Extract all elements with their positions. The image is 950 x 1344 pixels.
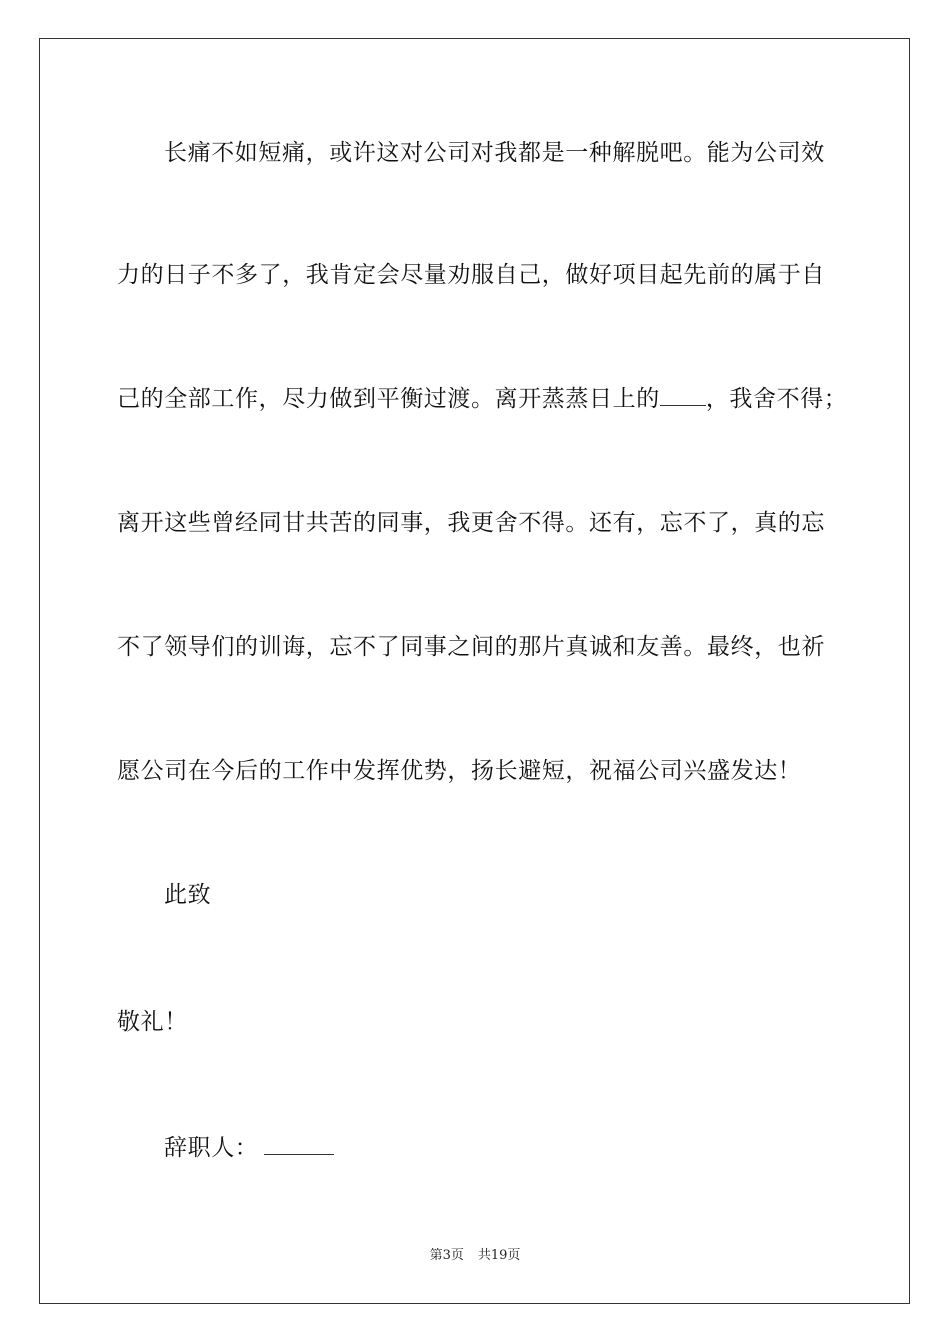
blank-underline xyxy=(660,385,706,406)
paragraph-line-3-end: ，我舍不得； xyxy=(705,386,848,412)
signature-line xyxy=(164,1132,334,1163)
signature-label: 辞职人： xyxy=(164,1135,259,1161)
paragraph-line-3 xyxy=(117,384,847,414)
page-total: 共19页 xyxy=(477,1248,521,1263)
page-number: 第3页 xyxy=(429,1248,464,1263)
paragraph-line-3-start: 己的全部工作，尽力做到平衡过渡。离开蒸蒸日上的 xyxy=(117,386,660,412)
paragraph-line-2: 力的日子不多了，我肯定会尽量劝服自己，做好项目起先前的属于自 xyxy=(117,262,825,288)
signature-blank xyxy=(264,1132,334,1155)
paragraph-line-6: 愿公司在今后的工作中发挥优势，扬长避短，祝福公司兴盛发达！ xyxy=(117,758,802,784)
page-border xyxy=(39,38,910,1304)
salute-text: 敬礼！ xyxy=(117,1009,188,1035)
paragraph-line-5: 不了领导们的训诲，忘不了同事之间的那片真诚和友善。最终，也祈 xyxy=(117,634,825,660)
page-footer xyxy=(0,1247,950,1265)
closing-text: 此致 xyxy=(164,882,212,908)
paragraph-line-4: 离开这些曾经同甘共苦的同事，我更舍不得。还有，忘不了，真的忘 xyxy=(117,510,825,536)
paragraph-line-1: 长痛不如短痛，或许这对公司对我都是一种解脱吧。能为公司效 xyxy=(164,140,825,166)
